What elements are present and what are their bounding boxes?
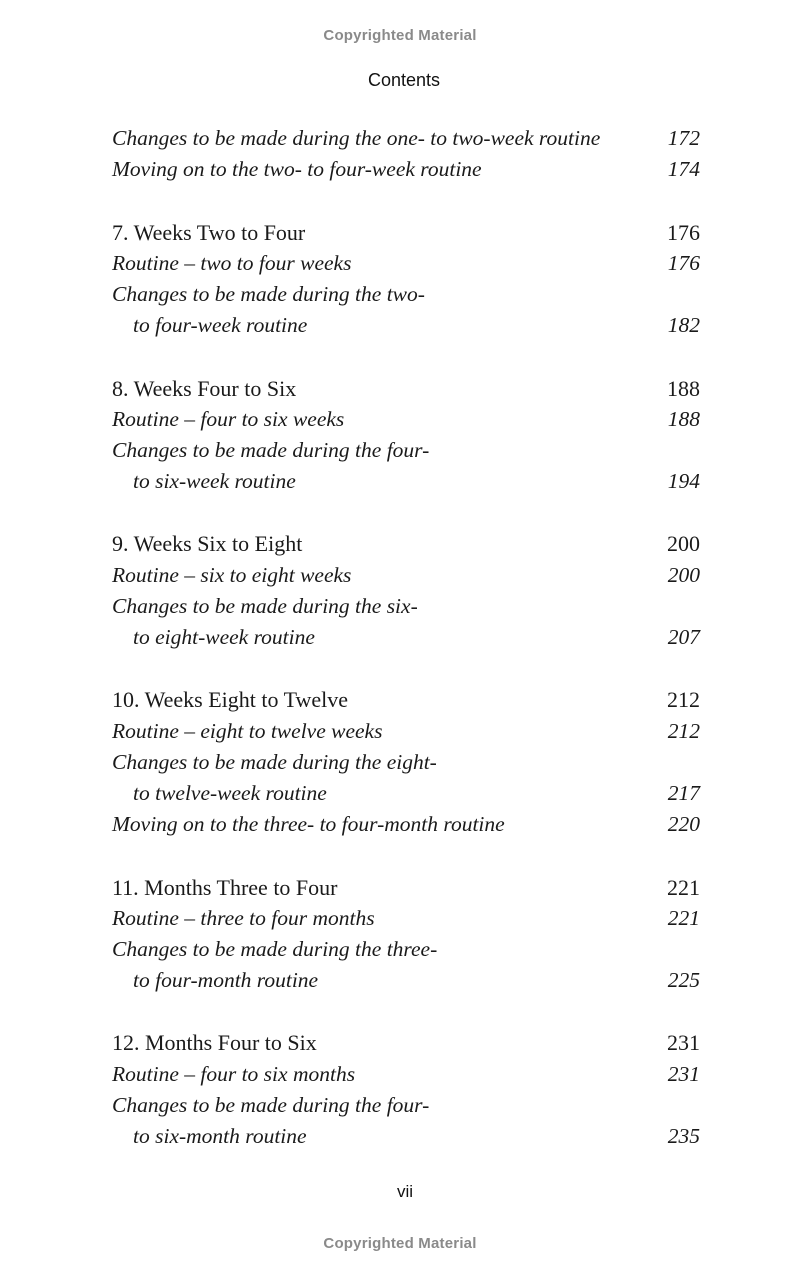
toc-entry [112,435,700,466]
chapter-page: 231 [667,1030,700,1056]
entry-title: Routine – three to four months [112,905,375,930]
chapter-title: 7. Weeks Two to Four [112,219,306,245]
toc-entry [112,591,700,622]
entry-page: 217 [667,780,700,805]
entry-page: 212 [667,718,700,743]
chapter-page: 188 [667,375,700,401]
entry-title: Routine – two to four weeks [112,250,352,275]
chapter-heading [112,217,700,248]
chapter-title: 8. Weeks Four to Six [112,375,297,401]
chapter-heading [112,1027,700,1058]
entry-page: 220 [667,812,700,837]
chapter-page: 200 [667,531,700,557]
entry-title: Moving on to the three- to four-month routine [112,812,505,837]
toc-entry [112,1059,700,1090]
entry-page: 200 [667,562,700,587]
toc-entry-continuation [112,1121,700,1152]
toc-entry [112,279,700,310]
entry-page: 235 [667,1124,700,1148]
entry-title: to six-month routine [133,1124,307,1148]
entry-title: Changes to be made during the two- [112,281,425,306]
table-of-contents [112,123,700,1152]
entry-title: to eight-week routine [133,625,315,649]
entry-title: Routine – four to six weeks [112,406,345,431]
entry-page: 207 [667,625,700,649]
chapter-heading [112,373,700,404]
chapter-page: 212 [667,687,700,713]
entry-title: Changes to be made during the four- [112,1092,430,1117]
entry-title: Changes to be made during the six- [112,593,418,618]
chapter-title: 9. Weeks Six to Eight [112,531,303,557]
toc-entry [112,560,700,591]
chapter-heading [112,528,700,559]
toc-entry [112,716,700,747]
toc-entry-continuation [112,778,700,809]
chapter-heading [112,684,700,715]
chapter-title: 10. Weeks Eight to Twelve [112,687,349,713]
entry-page: 174 [667,157,700,182]
watermark-bottom: Copyrighted Material [323,1235,477,1252]
chapter-page: 176 [667,219,700,245]
entry-page: 231 [667,1061,700,1086]
watermark-top: Copyrighted Material [323,27,477,44]
toc-entry [112,747,700,778]
entry-page: 225 [667,968,700,993]
toc-entry [112,1090,700,1121]
entry-title: Changes to be made during the one- to two-week routine [112,126,601,150]
entry-page: 182 [667,313,700,338]
entry-page: 188 [667,406,700,431]
running-header: Contents [367,70,441,90]
chapter-page: 221 [667,874,700,900]
toc-entry [112,934,700,965]
entry-page: 172 [667,126,700,150]
toc-entry-continuation [112,466,700,497]
entry-title: to six-week routine [133,469,296,494]
toc-entry [112,154,700,185]
entry-title: to four-month routine [133,968,319,993]
entry-title: Routine – six to eight weeks [112,562,352,587]
entry-title: Moving on to the two- to four-week routine [112,157,482,182]
chapter-heading [112,872,700,903]
entry-title: Changes to be made during the four- [112,437,430,462]
entry-page: 176 [667,250,700,275]
entry-page: 194 [667,469,700,494]
toc-entry [112,903,700,934]
entry-title: Routine – eight to twelve weeks [112,718,383,743]
entry-title: Changes to be made during the eight- [112,749,437,774]
chapter-title: 12. Months Four to Six [112,1030,317,1056]
entry-title: to four-week routine [133,313,308,338]
entry-page: 221 [667,905,700,930]
toc-entry [112,248,700,279]
entry-title: to twelve-week routine [133,780,327,805]
chapter-title: 11. Months Three to Four [112,874,338,900]
toc-entry-continuation [112,310,700,341]
page-number: vii [396,1182,414,1201]
toc-entry-continuation [112,965,700,996]
toc-entry [112,123,700,154]
toc-entry-continuation [112,622,700,653]
entry-title: Changes to be made during the three- [112,936,438,961]
toc-entry [112,809,700,840]
entry-title: Routine – four to six months [112,1061,356,1086]
toc-entry [112,404,700,435]
